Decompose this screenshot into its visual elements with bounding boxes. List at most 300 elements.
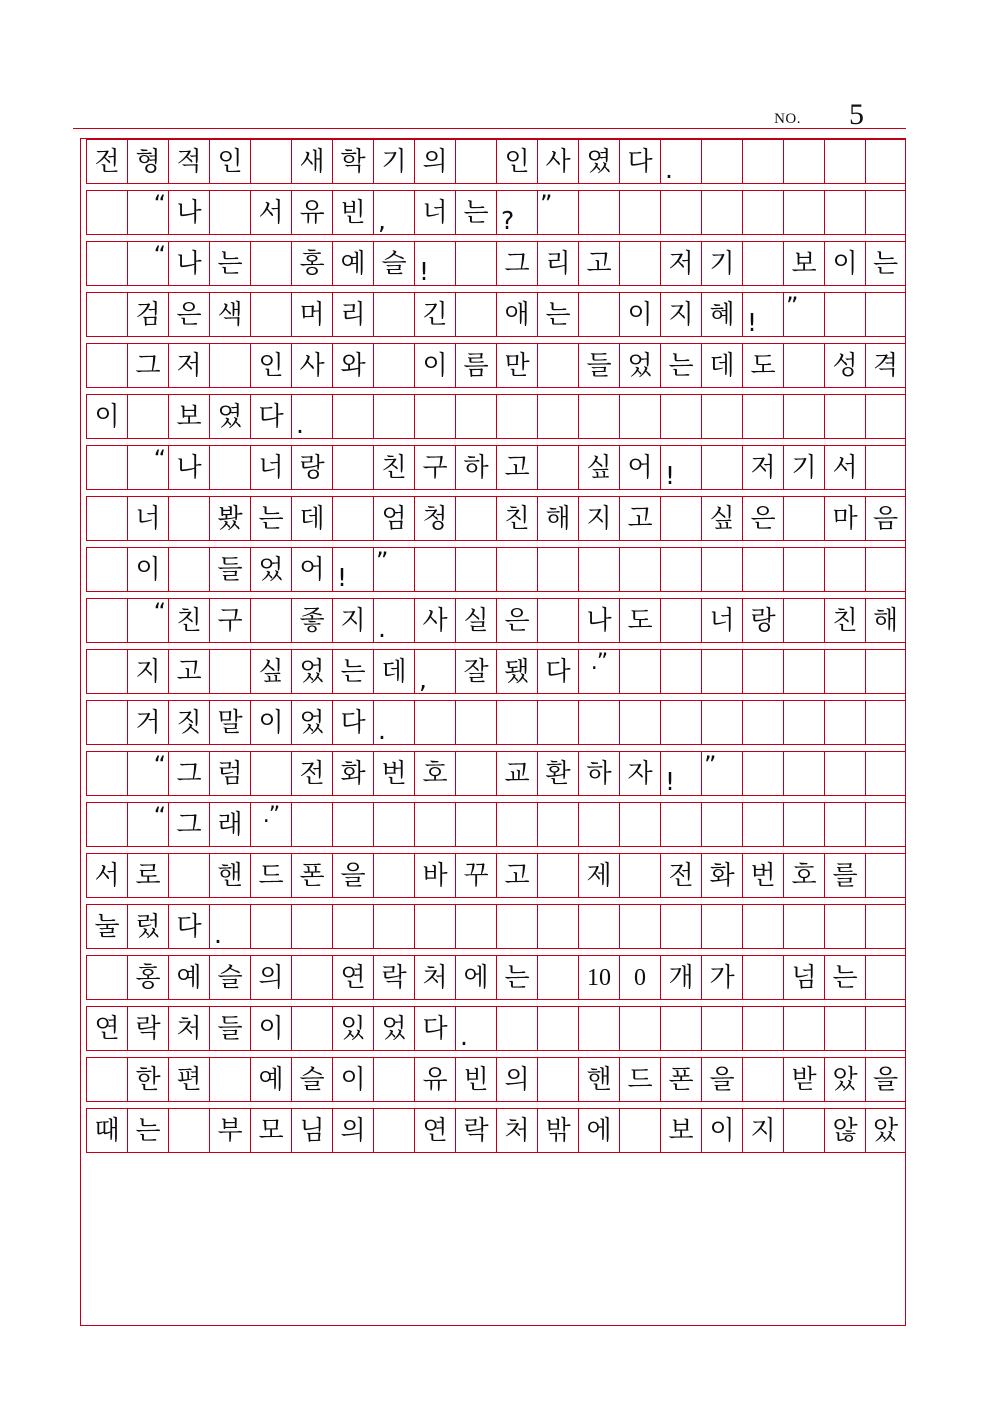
manuscript-cell: 인 <box>496 139 537 184</box>
manuscript-cell: 지 <box>742 1108 783 1153</box>
manuscript-cell: 의 <box>332 1108 373 1153</box>
manuscript-cell: 싶 <box>578 445 619 490</box>
manuscript-cell <box>783 496 824 541</box>
manuscript-cell: .” <box>250 802 291 847</box>
manuscript-cell: 있 <box>332 1006 373 1051</box>
manuscript-cell <box>250 751 291 796</box>
manuscript-cell: 해 <box>865 598 906 643</box>
manuscript-cell: 보 <box>783 241 824 286</box>
manuscript-cell: 사 <box>414 598 455 643</box>
manuscript-grid <box>86 139 906 1159</box>
manuscript-cell: 락 <box>127 1006 168 1051</box>
manuscript-cell <box>619 241 660 286</box>
manuscript-cell: 학 <box>332 139 373 184</box>
manuscript-cell: 을 <box>701 1057 742 1102</box>
manuscript-cell <box>537 904 578 949</box>
manuscript-cell: 개 <box>660 955 701 1000</box>
manuscript-cell <box>86 496 127 541</box>
manuscript-cell: 청 <box>414 496 455 541</box>
manuscript-row <box>86 547 906 592</box>
manuscript-cell: 마 <box>824 496 865 541</box>
manuscript-cell: 폰 <box>660 1057 701 1102</box>
manuscript-cell <box>660 700 701 745</box>
manuscript-cell: 고 <box>496 445 537 490</box>
manuscript-cell <box>783 190 824 235</box>
manuscript-cell: 이 <box>250 700 291 745</box>
manuscript-cell <box>250 292 291 337</box>
manuscript-cell <box>168 496 209 541</box>
manuscript-cell: 밖 <box>537 1108 578 1153</box>
manuscript-cell: 짓 <box>168 700 209 745</box>
manuscript-cell <box>209 649 250 694</box>
manuscript-cell: 엄 <box>373 496 414 541</box>
manuscript-cell <box>168 1108 209 1153</box>
manuscript-cell <box>742 190 783 235</box>
manuscript-cell <box>783 547 824 592</box>
manuscript-cell: 해 <box>537 496 578 541</box>
manuscript-cell: 빈 <box>455 1057 496 1102</box>
manuscript-cell <box>578 802 619 847</box>
manuscript-row <box>86 139 906 184</box>
manuscript-cell: . <box>209 904 250 949</box>
manuscript-cell <box>250 241 291 286</box>
manuscript-cell: 는 <box>537 292 578 337</box>
manuscript-cell <box>86 1057 127 1102</box>
manuscript-cell <box>660 394 701 439</box>
manuscript-cell: 었 <box>291 649 332 694</box>
manuscript-cell <box>578 547 619 592</box>
manuscript-cell <box>578 904 619 949</box>
manuscript-cell: 서 <box>824 445 865 490</box>
manuscript-cell <box>865 190 906 235</box>
manuscript-cell <box>701 802 742 847</box>
manuscript-cell: 은 <box>168 292 209 337</box>
manuscript-cell <box>537 1057 578 1102</box>
manuscript-cell: ! <box>660 445 701 490</box>
manuscript-cell <box>824 751 865 796</box>
manuscript-cell <box>332 394 373 439</box>
manuscript-cell <box>742 394 783 439</box>
manuscript-cell <box>86 598 127 643</box>
manuscript-cell <box>865 394 906 439</box>
manuscript-cell <box>865 1006 906 1051</box>
manuscript-cell: 데 <box>373 649 414 694</box>
manuscript-cell: 리 <box>332 292 373 337</box>
manuscript-cell: 락 <box>455 1108 496 1153</box>
manuscript-cell: 슬 <box>373 241 414 286</box>
manuscript-cell <box>578 190 619 235</box>
manuscript-cell <box>373 1108 414 1153</box>
manuscript-cell: 싶 <box>701 496 742 541</box>
manuscript-cell: 혜 <box>701 292 742 337</box>
manuscript-cell <box>86 955 127 1000</box>
manuscript-row <box>86 1006 906 1051</box>
manuscript-cell: 서 <box>250 190 291 235</box>
manuscript-cell: 홍 <box>291 241 332 286</box>
manuscript-cell: 을 <box>332 853 373 898</box>
manuscript-cell: 저 <box>742 445 783 490</box>
manuscript-cell: 한 <box>127 1057 168 1102</box>
manuscript-cell: 는 <box>660 343 701 388</box>
manuscript-cell: 와 <box>332 343 373 388</box>
manuscript-cell: 보 <box>660 1108 701 1153</box>
manuscript-cell <box>619 649 660 694</box>
manuscript-cell: 였 <box>578 139 619 184</box>
manuscript-cell: 의 <box>414 139 455 184</box>
manuscript-cell <box>414 547 455 592</box>
manuscript-cell: 이 <box>701 1108 742 1153</box>
manuscript-cell <box>783 343 824 388</box>
manuscript-cell: 슬 <box>291 1057 332 1102</box>
manuscript-cell: 전 <box>291 751 332 796</box>
manuscript-cell: 화 <box>701 853 742 898</box>
manuscript-cell: 기 <box>373 139 414 184</box>
manuscript-cell <box>824 649 865 694</box>
manuscript-cell <box>619 394 660 439</box>
manuscript-cell <box>783 904 824 949</box>
manuscript-cell: 에 <box>578 1108 619 1153</box>
manuscript-cell: 이 <box>414 343 455 388</box>
manuscript-cell <box>619 1006 660 1051</box>
manuscript-cell <box>455 292 496 337</box>
manuscript-cell: 봤 <box>209 496 250 541</box>
manuscript-cell <box>865 904 906 949</box>
manuscript-cell: 않 <box>824 1108 865 1153</box>
manuscript-cell <box>701 445 742 490</box>
manuscript-cell <box>619 802 660 847</box>
manuscript-cell: 들 <box>209 1006 250 1051</box>
manuscript-cell: 었 <box>619 343 660 388</box>
manuscript-cell: 락 <box>373 955 414 1000</box>
manuscript-cell: 어 <box>291 547 332 592</box>
manuscript-cell: 고 <box>619 496 660 541</box>
manuscript-cell: 연 <box>414 1108 455 1153</box>
manuscript-cell: 는 <box>496 955 537 1000</box>
manuscript-cell: 부 <box>209 1108 250 1153</box>
manuscript-cell <box>373 394 414 439</box>
manuscript-cell: 처 <box>168 1006 209 1051</box>
manuscript-cell: 전 <box>660 853 701 898</box>
manuscript-row <box>86 1057 906 1102</box>
manuscript-cell: 다 <box>537 649 578 694</box>
manuscript-cell <box>537 343 578 388</box>
manuscript-cell <box>619 1108 660 1153</box>
manuscript-cell <box>537 853 578 898</box>
manuscript-cell: 화 <box>332 751 373 796</box>
manuscript-cell <box>455 547 496 592</box>
manuscript-cell <box>373 1057 414 1102</box>
manuscript-cell: 제 <box>578 853 619 898</box>
manuscript-cell: 모 <box>250 1108 291 1153</box>
manuscript-cell: 전 <box>86 139 127 184</box>
manuscript-cell: 기 <box>701 241 742 286</box>
manuscript-cell: 지 <box>578 496 619 541</box>
manuscript-cell: 친 <box>168 598 209 643</box>
manuscript-cell: 눌 <box>86 904 127 949</box>
manuscript-cell <box>86 547 127 592</box>
manuscript-cell <box>701 700 742 745</box>
manuscript-cell <box>660 1006 701 1051</box>
manuscript-cell: 는 <box>455 190 496 235</box>
manuscript-cell: 꾸 <box>455 853 496 898</box>
manuscript-cell <box>619 853 660 898</box>
manuscript-cell <box>209 190 250 235</box>
manuscript-cell <box>537 394 578 439</box>
manuscript-cell: 은 <box>742 496 783 541</box>
manuscript-cell: 폰 <box>291 853 332 898</box>
manuscript-cell <box>86 751 127 796</box>
manuscript-cell: 연 <box>332 955 373 1000</box>
manuscript-cell: 는 <box>127 1108 168 1153</box>
manuscript-row <box>86 904 906 949</box>
manuscript-cell: “ <box>127 598 168 643</box>
manuscript-cell <box>660 649 701 694</box>
manuscript-cell: ! <box>660 751 701 796</box>
manuscript-row <box>86 598 906 643</box>
manuscript-cell: 럼 <box>209 751 250 796</box>
manuscript-cell: 유 <box>291 190 332 235</box>
manuscript-cell <box>373 343 414 388</box>
manuscript-cell <box>783 649 824 694</box>
manuscript-row <box>86 751 906 796</box>
manuscript-cell <box>701 547 742 592</box>
manuscript-cell: 편 <box>168 1057 209 1102</box>
manuscript-cell <box>291 955 332 1000</box>
manuscript-cell <box>496 547 537 592</box>
manuscript-cell <box>783 139 824 184</box>
manuscript-cell <box>86 700 127 745</box>
manuscript-cell <box>701 904 742 949</box>
manuscript-cell: 었 <box>373 1006 414 1051</box>
manuscript-cell <box>742 649 783 694</box>
manuscript-cell: . <box>455 1006 496 1051</box>
manuscript-cell: 는 <box>332 649 373 694</box>
manuscript-row <box>86 496 906 541</box>
manuscript-cell: 싶 <box>250 649 291 694</box>
manuscript-cell: 번 <box>373 751 414 796</box>
manuscript-cell: , <box>373 190 414 235</box>
manuscript-cell: 구 <box>209 598 250 643</box>
manuscript-row <box>86 1108 906 1153</box>
manuscript-cell: 너 <box>701 598 742 643</box>
manuscript-cell: 처 <box>414 955 455 1000</box>
manuscript-cell: 다 <box>168 904 209 949</box>
manuscript-cell: 지 <box>127 649 168 694</box>
manuscript-cell <box>742 700 783 745</box>
manuscript-cell <box>783 394 824 439</box>
manuscript-cell <box>86 802 127 847</box>
manuscript-cell <box>742 751 783 796</box>
manuscript-cell: 긴 <box>414 292 455 337</box>
manuscript-cell: 래 <box>209 802 250 847</box>
manuscript-cell <box>742 802 783 847</box>
manuscript-cell: 들 <box>578 343 619 388</box>
manuscript-cell <box>783 1108 824 1153</box>
manuscript-cell: ! <box>414 241 455 286</box>
manuscript-cell <box>742 955 783 1000</box>
manuscript-cell: 을 <box>865 1057 906 1102</box>
manuscript-cell <box>86 343 127 388</box>
manuscript-cell: 지 <box>660 292 701 337</box>
manuscript-row <box>86 700 906 745</box>
manuscript-cell <box>578 394 619 439</box>
manuscript-cell: 유 <box>414 1057 455 1102</box>
manuscript-cell <box>824 139 865 184</box>
manuscript-cell: ? <box>496 190 537 235</box>
manuscript-cell <box>455 802 496 847</box>
manuscript-cell: 번 <box>742 853 783 898</box>
manuscript-cell: 친 <box>824 598 865 643</box>
manuscript-cell: 다 <box>414 1006 455 1051</box>
manuscript-cell <box>86 292 127 337</box>
manuscript-cell: 드 <box>619 1057 660 1102</box>
manuscript-cell <box>742 139 783 184</box>
manuscript-cell: 이 <box>619 292 660 337</box>
manuscript-cell <box>865 139 906 184</box>
manuscript-cell <box>86 649 127 694</box>
manuscript-cell: 였 <box>209 394 250 439</box>
manuscript-cell: 나 <box>168 241 209 286</box>
manuscript-cell: 애 <box>496 292 537 337</box>
manuscript-cell <box>537 445 578 490</box>
manuscript-cell: 하 <box>455 445 496 490</box>
manuscript-cell <box>619 547 660 592</box>
manuscript-cell: 그 <box>496 241 537 286</box>
manuscript-cell: 드 <box>250 853 291 898</box>
manuscript-cell <box>250 139 291 184</box>
manuscript-cell <box>824 802 865 847</box>
manuscript-cell: 는 <box>865 241 906 286</box>
manuscript-cell <box>619 190 660 235</box>
manuscript-cell <box>537 1006 578 1051</box>
manuscript-cell <box>455 496 496 541</box>
manuscript-cell: 고 <box>168 649 209 694</box>
manuscript-cell <box>209 343 250 388</box>
manuscript-cell <box>332 802 373 847</box>
manuscript-cell: 사 <box>537 139 578 184</box>
manuscript-cell: 받 <box>783 1057 824 1102</box>
manuscript-cell <box>168 547 209 592</box>
manuscript-cell: 의 <box>496 1057 537 1102</box>
manuscript-cell: 새 <box>291 139 332 184</box>
manuscript-cell: 이 <box>127 547 168 592</box>
manuscript-cell: . <box>660 139 701 184</box>
manuscript-row <box>86 853 906 898</box>
manuscript-cell: 너 <box>414 190 455 235</box>
manuscript-cell <box>332 904 373 949</box>
manuscript-cell: 됐 <box>496 649 537 694</box>
manuscript-cell <box>455 751 496 796</box>
manuscript-cell: ” <box>537 190 578 235</box>
manuscript-cell: 는 <box>209 241 250 286</box>
manuscript-cell: 교 <box>496 751 537 796</box>
manuscript-cell <box>865 853 906 898</box>
manuscript-cell: 거 <box>127 700 168 745</box>
manuscript-cell: 의 <box>250 955 291 1000</box>
manuscript-cell <box>701 649 742 694</box>
manuscript-cell: 고 <box>496 853 537 898</box>
manuscript-cell <box>455 904 496 949</box>
manuscript-cell: 님 <box>291 1108 332 1153</box>
manuscript-cell: 은 <box>496 598 537 643</box>
manuscript-cell <box>865 547 906 592</box>
manuscript-cell: 0 <box>619 955 660 1000</box>
manuscript-row <box>86 190 906 235</box>
manuscript-cell <box>168 853 209 898</box>
manuscript-cell: 형 <box>127 139 168 184</box>
manuscript-cell: 그 <box>168 802 209 847</box>
manuscript-cell: 나 <box>168 190 209 235</box>
manuscript-cell: 잘 <box>455 649 496 694</box>
manuscript-cell <box>127 394 168 439</box>
manuscript-cell: 환 <box>537 751 578 796</box>
manuscript-cell: 고 <box>578 241 619 286</box>
manuscript-cell <box>373 904 414 949</box>
manuscript-cell: 그 <box>127 343 168 388</box>
manuscript-cell <box>742 241 783 286</box>
manuscript-cell <box>537 598 578 643</box>
manuscript-cell <box>332 445 373 490</box>
manuscript-cell <box>291 904 332 949</box>
manuscript-cell <box>660 598 701 643</box>
manuscript-cell <box>373 802 414 847</box>
manuscript-cell <box>660 802 701 847</box>
manuscript-cell: 렀 <box>127 904 168 949</box>
manuscript-cell: 검 <box>127 292 168 337</box>
manuscript-cell <box>783 802 824 847</box>
header-divider-rule <box>73 128 906 129</box>
manuscript-cell: 저 <box>168 343 209 388</box>
manuscript-cell: 격 <box>865 343 906 388</box>
manuscript-cell: 예 <box>168 955 209 1000</box>
manuscript-cell <box>373 292 414 337</box>
manuscript-cell: 었 <box>250 547 291 592</box>
manuscript-cell <box>783 751 824 796</box>
manuscript-cell <box>537 955 578 1000</box>
manuscript-cell <box>209 1057 250 1102</box>
manuscript-cell: 바 <box>414 853 455 898</box>
manuscript-cell: 인 <box>250 343 291 388</box>
manuscript-cell: 이 <box>250 1006 291 1051</box>
manuscript-cell: 다 <box>619 139 660 184</box>
manuscript-cell <box>742 547 783 592</box>
manuscript-cell <box>701 394 742 439</box>
manuscript-cell <box>578 1006 619 1051</box>
manuscript-cell <box>455 241 496 286</box>
manuscript-cell: 사 <box>291 343 332 388</box>
manuscript-cell <box>414 904 455 949</box>
manuscript-cell <box>455 700 496 745</box>
manuscript-cell: 만 <box>496 343 537 388</box>
manuscript-cell <box>824 904 865 949</box>
manuscript-cell: 보 <box>168 394 209 439</box>
manuscript-cell: 핸 <box>578 1057 619 1102</box>
manuscript-cell: 성 <box>824 343 865 388</box>
manuscript-cell <box>824 292 865 337</box>
manuscript-cell: 핸 <box>209 853 250 898</box>
manuscript-cell <box>701 139 742 184</box>
manuscript-cell: 는 <box>250 496 291 541</box>
manuscript-cell: 색 <box>209 292 250 337</box>
manuscript-cell: 어 <box>619 445 660 490</box>
manuscript-cell: . <box>291 394 332 439</box>
manuscript-cell <box>865 649 906 694</box>
manuscript-cell <box>865 802 906 847</box>
manuscript-cell: 예 <box>332 241 373 286</box>
manuscript-cell: 호 <box>783 853 824 898</box>
manuscript-cell <box>414 700 455 745</box>
manuscript-cell: 저 <box>660 241 701 286</box>
